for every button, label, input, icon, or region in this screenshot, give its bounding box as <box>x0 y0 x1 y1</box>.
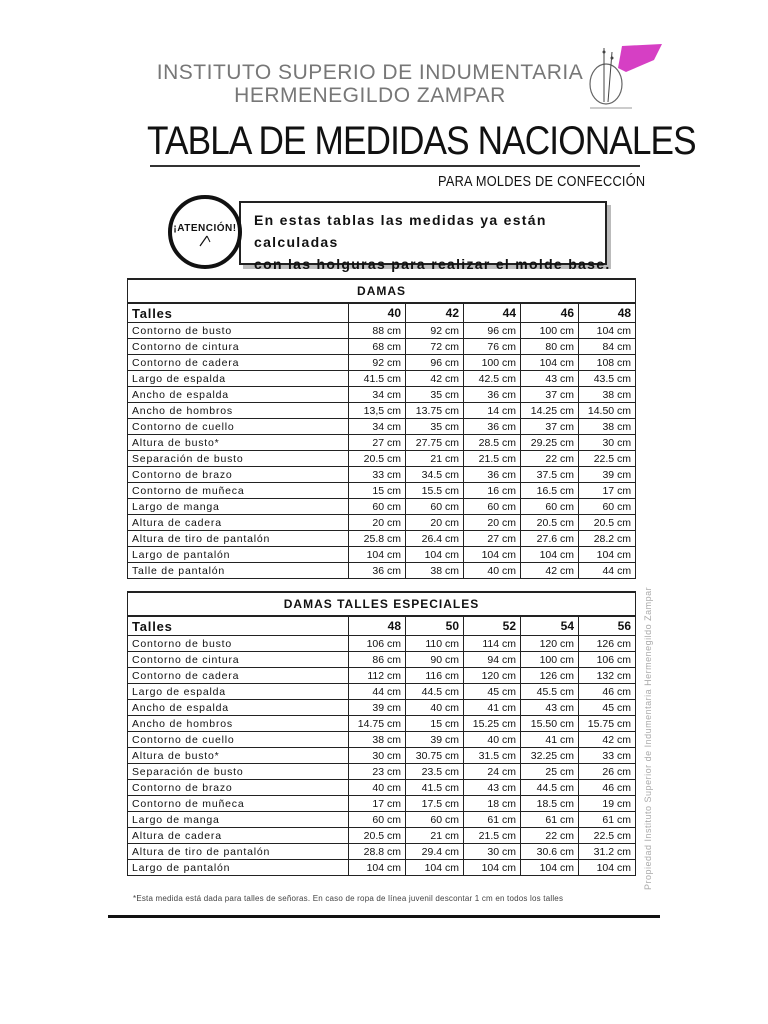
measurement-label: Separación de busto <box>128 451 349 467</box>
table-row <box>128 547 636 563</box>
measurement-value: 21 cm <box>406 828 464 844</box>
measurement-value: 26 cm <box>579 764 636 780</box>
measurement-value: 43 cm <box>521 700 579 716</box>
table-row <box>128 780 636 796</box>
measurement-value: 20.5 cm <box>349 451 406 467</box>
measurement-value: 104 cm <box>464 860 521 876</box>
measurement-value: 21 cm <box>406 451 464 467</box>
measurement-label: Altura de cadera <box>128 828 349 844</box>
institute-name-line2: HERMENEGILDO ZAMPAR <box>234 84 506 107</box>
table-row <box>128 483 636 499</box>
table-row <box>128 435 636 451</box>
measurement-value: 23.5 cm <box>406 764 464 780</box>
measurement-value: 36 cm <box>464 467 521 483</box>
measurement-label: Largo de espalda <box>128 684 349 700</box>
table-row <box>128 371 636 387</box>
measurement-label: Ancho de espalda <box>128 700 349 716</box>
table-row <box>128 812 636 828</box>
measurement-label: Contorno de cadera <box>128 668 349 684</box>
measurement-value: 104 cm <box>579 547 636 563</box>
measurement-value: 38 cm <box>349 732 406 748</box>
measurement-value: 60 cm <box>464 499 521 515</box>
measurement-label: Altura de tiro de pantalón <box>128 531 349 547</box>
measurement-value: 22.5 cm <box>579 828 636 844</box>
measurement-value: 30 cm <box>349 748 406 764</box>
measurement-value: 14 cm <box>464 403 521 419</box>
table-row <box>128 684 636 700</box>
table-row <box>128 636 636 652</box>
measurement-value: 104 cm <box>406 860 464 876</box>
measurement-value: 38 cm <box>579 387 636 403</box>
measurement-value: 94 cm <box>464 652 521 668</box>
measurement-value: 44.5 cm <box>406 684 464 700</box>
table-row <box>128 387 636 403</box>
measurement-value: 104 cm <box>349 860 406 876</box>
table-row <box>128 748 636 764</box>
measurement-value: 46 cm <box>579 684 636 700</box>
measurement-value: 34 cm <box>349 419 406 435</box>
measurement-value: 15.75 cm <box>579 716 636 732</box>
measurement-value: 126 cm <box>579 636 636 652</box>
notice-text <box>254 209 614 275</box>
table-row <box>128 323 636 339</box>
measurement-label: Ancho de espalda <box>128 387 349 403</box>
measurement-value: 33 cm <box>579 748 636 764</box>
measurement-value: 20.5 cm <box>349 828 406 844</box>
table-title: DAMAS TALLES ESPECIALES <box>128 592 636 616</box>
measurement-value: 42 cm <box>521 563 579 579</box>
table-row <box>128 716 636 732</box>
measurement-value: 21.5 cm <box>464 451 521 467</box>
measurement-label: Contorno de busto <box>128 636 349 652</box>
measurement-label: Contorno de cintura <box>128 652 349 668</box>
measurement-label: Altura de tiro de pantalón <box>128 844 349 860</box>
measurement-value: 39 cm <box>579 467 636 483</box>
measurement-label: Separación de busto <box>128 764 349 780</box>
measurement-value: 96 cm <box>464 323 521 339</box>
measurement-value: 30 cm <box>464 844 521 860</box>
measurement-value: 22 cm <box>521 828 579 844</box>
measurement-value: 132 cm <box>579 668 636 684</box>
measurement-value: 106 cm <box>579 652 636 668</box>
measurement-value: 15 cm <box>406 716 464 732</box>
measurement-value: 104 cm <box>579 860 636 876</box>
measurement-value: 13.75 cm <box>406 403 464 419</box>
measurement-value: 40 cm <box>464 732 521 748</box>
size-header-cell: 46 <box>521 303 579 323</box>
measurement-label: Contorno de cintura <box>128 339 349 355</box>
measurement-value: 27 cm <box>464 531 521 547</box>
measurement-value: 37 cm <box>521 387 579 403</box>
table-row <box>128 515 636 531</box>
measurement-value: 100 cm <box>521 323 579 339</box>
measurement-value: 21.5 cm <box>464 828 521 844</box>
measurement-value: 14.50 cm <box>579 403 636 419</box>
measurement-value: 104 cm <box>579 323 636 339</box>
measurement-value: 19 cm <box>579 796 636 812</box>
measurement-value: 30.6 cm <box>521 844 579 860</box>
measurement-value: 37 cm <box>521 419 579 435</box>
measurement-value: 46 cm <box>579 780 636 796</box>
title-divider <box>150 165 640 167</box>
measurement-value: 45 cm <box>464 684 521 700</box>
measurement-label: Largo de pantalón <box>128 860 349 876</box>
table-row <box>128 764 636 780</box>
table-row <box>128 419 636 435</box>
size-header-cell: 44 <box>464 303 521 323</box>
measurement-value: 84 cm <box>579 339 636 355</box>
measurement-label: Contorno de brazo <box>128 780 349 796</box>
table-row <box>128 732 636 748</box>
table-row <box>128 499 636 515</box>
measurement-value: 41 cm <box>464 700 521 716</box>
measurement-value: 116 cm <box>406 668 464 684</box>
measurement-label: Altura de busto* <box>128 748 349 764</box>
measurement-value: 96 cm <box>406 355 464 371</box>
pencil-icon <box>198 234 212 248</box>
measurement-value: 39 cm <box>406 732 464 748</box>
measurement-value: 110 cm <box>406 636 464 652</box>
measurement-value: 120 cm <box>464 668 521 684</box>
measurement-value: 100 cm <box>464 355 521 371</box>
measurement-value: 36 cm <box>464 387 521 403</box>
measurement-label: Altura de cadera <box>128 515 349 531</box>
measurement-value: 28.2 cm <box>579 531 636 547</box>
size-header-label: Talles <box>128 616 349 636</box>
measurement-value: 20.5 cm <box>521 515 579 531</box>
measurement-value: 72 cm <box>406 339 464 355</box>
measurement-value: 16.5 cm <box>521 483 579 499</box>
measurement-value: 43.5 cm <box>579 371 636 387</box>
measurement-value: 29.4 cm <box>406 844 464 860</box>
institute-name-line1: INSTITUTO SUPERIO DE INDUMENTARIA <box>156 61 584 84</box>
measurement-value: 45.5 cm <box>521 684 579 700</box>
bottom-divider <box>108 915 660 918</box>
table-row <box>128 668 636 684</box>
measurement-value: 108 cm <box>579 355 636 371</box>
measurement-value: 42.5 cm <box>464 371 521 387</box>
size-header-cell: 42 <box>406 303 464 323</box>
measurement-value: 38 cm <box>579 419 636 435</box>
measurement-value: 13,5 cm <box>349 403 406 419</box>
measurement-value: 92 cm <box>349 355 406 371</box>
size-header-cell: 54 <box>521 616 579 636</box>
measurement-value: 16 cm <box>464 483 521 499</box>
table-row <box>128 652 636 668</box>
measurement-value: 60 cm <box>349 812 406 828</box>
measurement-value: 14.75 cm <box>349 716 406 732</box>
measurement-value: 60 cm <box>406 812 464 828</box>
measurement-value: 27 cm <box>349 435 406 451</box>
measurement-value: 17 cm <box>349 796 406 812</box>
measurement-value: 28.5 cm <box>464 435 521 451</box>
measurement-label: Contorno de brazo <box>128 467 349 483</box>
measurement-value: 18 cm <box>464 796 521 812</box>
measurement-label: Contorno de cuello <box>128 732 349 748</box>
measurement-value: 18.5 cm <box>521 796 579 812</box>
notice-line2: con las holguras para realizar el molde base. <box>254 256 611 272</box>
measurement-value: 29.25 cm <box>521 435 579 451</box>
measurements-table-damas <box>127 278 636 579</box>
measurement-value: 31.5 cm <box>464 748 521 764</box>
measurement-value: 20 cm <box>464 515 521 531</box>
measurement-value: 41.5 cm <box>406 780 464 796</box>
measurement-value: 112 cm <box>349 668 406 684</box>
measurement-value: 15.50 cm <box>521 716 579 732</box>
measurement-value: 20 cm <box>406 515 464 531</box>
size-header-cell: 52 <box>464 616 521 636</box>
measurement-label: Contorno de cadera <box>128 355 349 371</box>
measurement-value: 32.25 cm <box>521 748 579 764</box>
measurement-value: 34 cm <box>349 387 406 403</box>
measurement-value: 20 cm <box>349 515 406 531</box>
measurement-value: 14.25 cm <box>521 403 579 419</box>
measurement-label: Contorno de muñeca <box>128 483 349 499</box>
measurement-value: 17 cm <box>579 483 636 499</box>
measurement-value: 38 cm <box>406 563 464 579</box>
measurements-table-especiales <box>127 591 636 876</box>
size-header-cell: 56 <box>579 616 636 636</box>
measurement-value: 30 cm <box>579 435 636 451</box>
page-subtitle: PARA MOLDES DE CONFECCIÓN <box>438 173 646 190</box>
measurement-label: Largo de espalda <box>128 371 349 387</box>
measurement-value: 27.75 cm <box>406 435 464 451</box>
measurement-value: 17.5 cm <box>406 796 464 812</box>
measurement-value: 35 cm <box>406 387 464 403</box>
measurement-value: 106 cm <box>349 636 406 652</box>
measurement-value: 34.5 cm <box>406 467 464 483</box>
measurement-value: 90 cm <box>406 652 464 668</box>
measurement-value: 61 cm <box>464 812 521 828</box>
table-row <box>128 828 636 844</box>
measurement-value: 60 cm <box>521 499 579 515</box>
table-header-row <box>128 303 636 323</box>
table-row <box>128 355 636 371</box>
measurement-value: 60 cm <box>579 499 636 515</box>
measurement-value: 44 cm <box>579 563 636 579</box>
measurement-label: Largo de pantalón <box>128 547 349 563</box>
measurement-value: 114 cm <box>464 636 521 652</box>
measurement-value: 104 cm <box>406 547 464 563</box>
measurement-value: 37.5 cm <box>521 467 579 483</box>
measurement-value: 43 cm <box>521 371 579 387</box>
measurement-value: 22 cm <box>521 451 579 467</box>
measurement-value: 27.6 cm <box>521 531 579 547</box>
measurement-value: 68 cm <box>349 339 406 355</box>
measurement-value: 33 cm <box>349 467 406 483</box>
measurement-value: 23 cm <box>349 764 406 780</box>
measurement-label: Contorno de muñeca <box>128 796 349 812</box>
measurement-value: 61 cm <box>579 812 636 828</box>
table-row <box>128 844 636 860</box>
measurement-value: 40 cm <box>349 780 406 796</box>
size-header-cell: 48 <box>579 303 636 323</box>
measurement-value: 26.4 cm <box>406 531 464 547</box>
table-row <box>128 796 636 812</box>
size-header-cell: 48 <box>349 616 406 636</box>
measurement-value: 42 cm <box>406 371 464 387</box>
measurement-value: 43 cm <box>464 780 521 796</box>
measurement-value: 15.25 cm <box>464 716 521 732</box>
table-row <box>128 700 636 716</box>
measurement-value: 30.75 cm <box>406 748 464 764</box>
measurement-value: 40 cm <box>406 700 464 716</box>
measurement-value: 104 cm <box>521 860 579 876</box>
measurement-value: 61 cm <box>521 812 579 828</box>
measurement-value: 86 cm <box>349 652 406 668</box>
measurement-value: 22.5 cm <box>579 451 636 467</box>
table-row <box>128 531 636 547</box>
measurement-value: 76 cm <box>464 339 521 355</box>
page-title: TABLA DE MEDIDAS NACIONALES <box>147 119 696 163</box>
table-title-row <box>128 592 636 616</box>
measurement-value: 80 cm <box>521 339 579 355</box>
measurement-value: 60 cm <box>349 499 406 515</box>
measurement-value: 36 cm <box>464 419 521 435</box>
measurement-value: 100 cm <box>521 652 579 668</box>
notice-line1: En estas tablas las medidas ya están calculadas <box>254 212 547 250</box>
side-credit: Propiedad Instituto Superior de Indumentaria Hermenegildo Zampar <box>643 586 653 890</box>
measurement-value: 88 cm <box>349 323 406 339</box>
measurement-value: 31.2 cm <box>579 844 636 860</box>
measurement-value: 42 cm <box>579 732 636 748</box>
table-row <box>128 467 636 483</box>
measurement-value: 41.5 cm <box>349 371 406 387</box>
measurement-value: 44 cm <box>349 684 406 700</box>
measurement-value: 104 cm <box>464 547 521 563</box>
table-row <box>128 563 636 579</box>
measurement-label: Contorno de cuello <box>128 419 349 435</box>
table-title: DAMAS <box>128 279 636 303</box>
size-header-cell: 50 <box>406 616 464 636</box>
measurement-value: 44.5 cm <box>521 780 579 796</box>
measurement-value: 39 cm <box>349 700 406 716</box>
measurement-value: 92 cm <box>406 323 464 339</box>
measurement-value: 104 cm <box>521 355 579 371</box>
size-header-cell: 40 <box>349 303 406 323</box>
measurement-value: 28.8 cm <box>349 844 406 860</box>
institute-logo <box>582 42 664 120</box>
measurement-value: 45 cm <box>579 700 636 716</box>
table-title-row <box>128 279 636 303</box>
measurement-value: 104 cm <box>349 547 406 563</box>
measurement-value: 24 cm <box>464 764 521 780</box>
measurement-label: Largo de manga <box>128 499 349 515</box>
measurement-value: 36 cm <box>349 563 406 579</box>
size-header-label: Talles <box>128 303 349 323</box>
measurement-value: 15 cm <box>349 483 406 499</box>
table-header-row <box>128 616 636 636</box>
measurement-value: 35 cm <box>406 419 464 435</box>
measurement-value: 20.5 cm <box>579 515 636 531</box>
measurement-value: 60 cm <box>406 499 464 515</box>
measurement-label: Contorno de busto <box>128 323 349 339</box>
attention-label: ¡ATENCIÓN! <box>173 222 237 234</box>
measurement-label: Ancho de hombros <box>128 716 349 732</box>
measurement-value: 40 cm <box>464 563 521 579</box>
measurement-label: Talle de pantalón <box>128 563 349 579</box>
measurement-value: 104 cm <box>521 547 579 563</box>
measurement-label: Ancho de hombros <box>128 403 349 419</box>
measurement-label: Altura de busto* <box>128 435 349 451</box>
table-row <box>128 860 636 876</box>
measurement-value: 120 cm <box>521 636 579 652</box>
table-row <box>128 339 636 355</box>
table-row <box>128 451 636 467</box>
measurement-value: 25 cm <box>521 764 579 780</box>
measurement-value: 15.5 cm <box>406 483 464 499</box>
measurement-value: 25.8 cm <box>349 531 406 547</box>
table-row <box>128 403 636 419</box>
footnote: *Esta medida está dada para talles de señoras. En caso de ropa de línea juvenil descontar 1 cm en todos los talles <box>133 894 564 903</box>
measurement-value: 41 cm <box>521 732 579 748</box>
measurement-value: 126 cm <box>521 668 579 684</box>
measurement-label: Largo de manga <box>128 812 349 828</box>
